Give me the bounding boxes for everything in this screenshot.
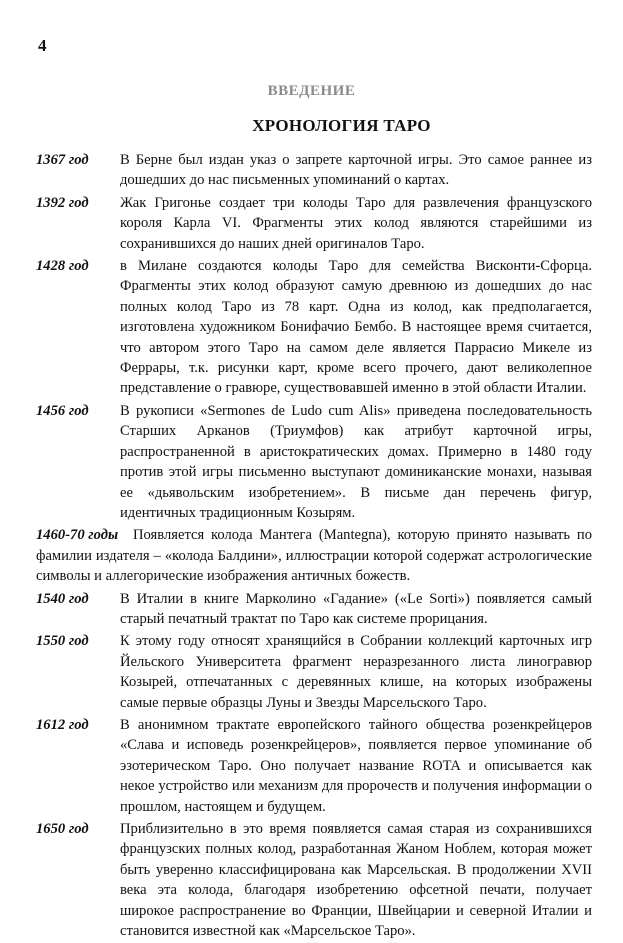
entry-text: Жак Григонье создает три колоды Таро для развлечения французского короля Карла VI. Фрагменты этих колод являются старейшими из сохранившихся до наших дней оригиналов Таро. xyxy=(120,194,592,252)
entry-year: 1456 год xyxy=(36,402,89,419)
entry-year: 1540 год xyxy=(36,590,89,607)
entry-year: 1392 год xyxy=(36,194,89,211)
entry-text: В Берне был издан указ о запрете карточной игры. Это самое раннее из дошедших до нас письменных упоминаний о картах. xyxy=(120,152,592,189)
entry-text: В анонимном трактате европейского тайного общества розенкрейцеров «Слава и исповедь розенкрейцеров», появляется первое упоминание об эзотерическом Таро. Оно получает название ROTA и описывается как некое устройство или механизм для пророчеств и получения информации о прошлом, настоящем и будущем. xyxy=(120,716,592,815)
timeline-entry xyxy=(36,589,592,630)
timeline-entry xyxy=(36,631,592,713)
entry-year: 1428 год xyxy=(36,258,89,275)
entry-text: В Италии в книге Марколино «Гадание» («Le Sorti») появляется самый старый печатный трактат по Таро как системе прорицания. xyxy=(120,590,592,627)
timeline-entry xyxy=(36,525,592,586)
timeline-entry xyxy=(36,150,592,191)
timeline-entry xyxy=(36,256,592,399)
timeline xyxy=(36,150,592,943)
timeline-entry xyxy=(36,715,592,817)
chapter-title: ХРОНОЛОГИЯ ТАРО xyxy=(252,116,431,135)
page-number: 4 xyxy=(38,36,47,55)
entry-year: 1367 год xyxy=(36,152,89,168)
entry-year: 1612 год xyxy=(36,716,89,733)
timeline-entry xyxy=(36,401,592,523)
timeline-entry xyxy=(36,819,592,941)
entry-year: 1460-70 годы xyxy=(36,527,119,544)
entry-text: К этому году относят хранящийся в Собрании коллекций карточных игр Йельского Университета фрагмент неразрезанного листа линогравюр Козырей, отпечатанных с деревянных клише, на которых изображены самые первые образцы Луны и Звезды Марсельского Таро. xyxy=(120,633,592,711)
timeline-entry xyxy=(36,193,592,254)
entry-text: в Милане создаются колоды Таро для семейства Висконти-Сфорца. Фрагменты этих колод образуют самую древнюю из дошедших до нас полных колод Таро из 78 карт. Одна из колод, как предполагается, изготовлена художником Бонифачио Бембо. В настоящее время считается, что автором этого Таро на самом деле является Паррасио Микеле из Феррары, т.к. рисунки карт, кроме всего прочего, дают великолепное представление о гравюре, существовавшей именно в этой области Италии. xyxy=(120,258,592,397)
entry-year: 1550 год xyxy=(36,633,89,650)
entry-text: Приблизительно в это время появляется самая старая из сохранившихся французских полных колод, разработанная Жаном Ноблем, которая может быть уверенно классифицирована как Марсельская. В продолжении XVII века эта колода, благодаря изобретению офсетной печати, получает широкое распространение во Франции, Швейцарии и северной Италии и становится известной как «Марсельское Таро». xyxy=(120,821,592,940)
entry-text: В рукописи «Sermones de Ludo cum Alis» приведена последовательность Старших Арканов (Триумфов) как атрибут карточной игры, распространенной в аристократических домах. Примерно в 1480 году против этой игры письменно выступают доминиканские монахи, называя ее «дьявольским изобретением». В письме дан перечень фигур, идентичных традиционным Козырям. xyxy=(120,402,592,521)
entry-text: Появляется колода Мантега (Mantegna), которую принято называть по фамилии издателя – «колода Балдини», иллюстрации которой содержат астрологические символы и аллегорические изображения античных божеств. xyxy=(36,527,592,585)
entry-year: 1650 год xyxy=(36,821,89,837)
section-title: ВВЕДЕНИЕ xyxy=(267,83,356,99)
